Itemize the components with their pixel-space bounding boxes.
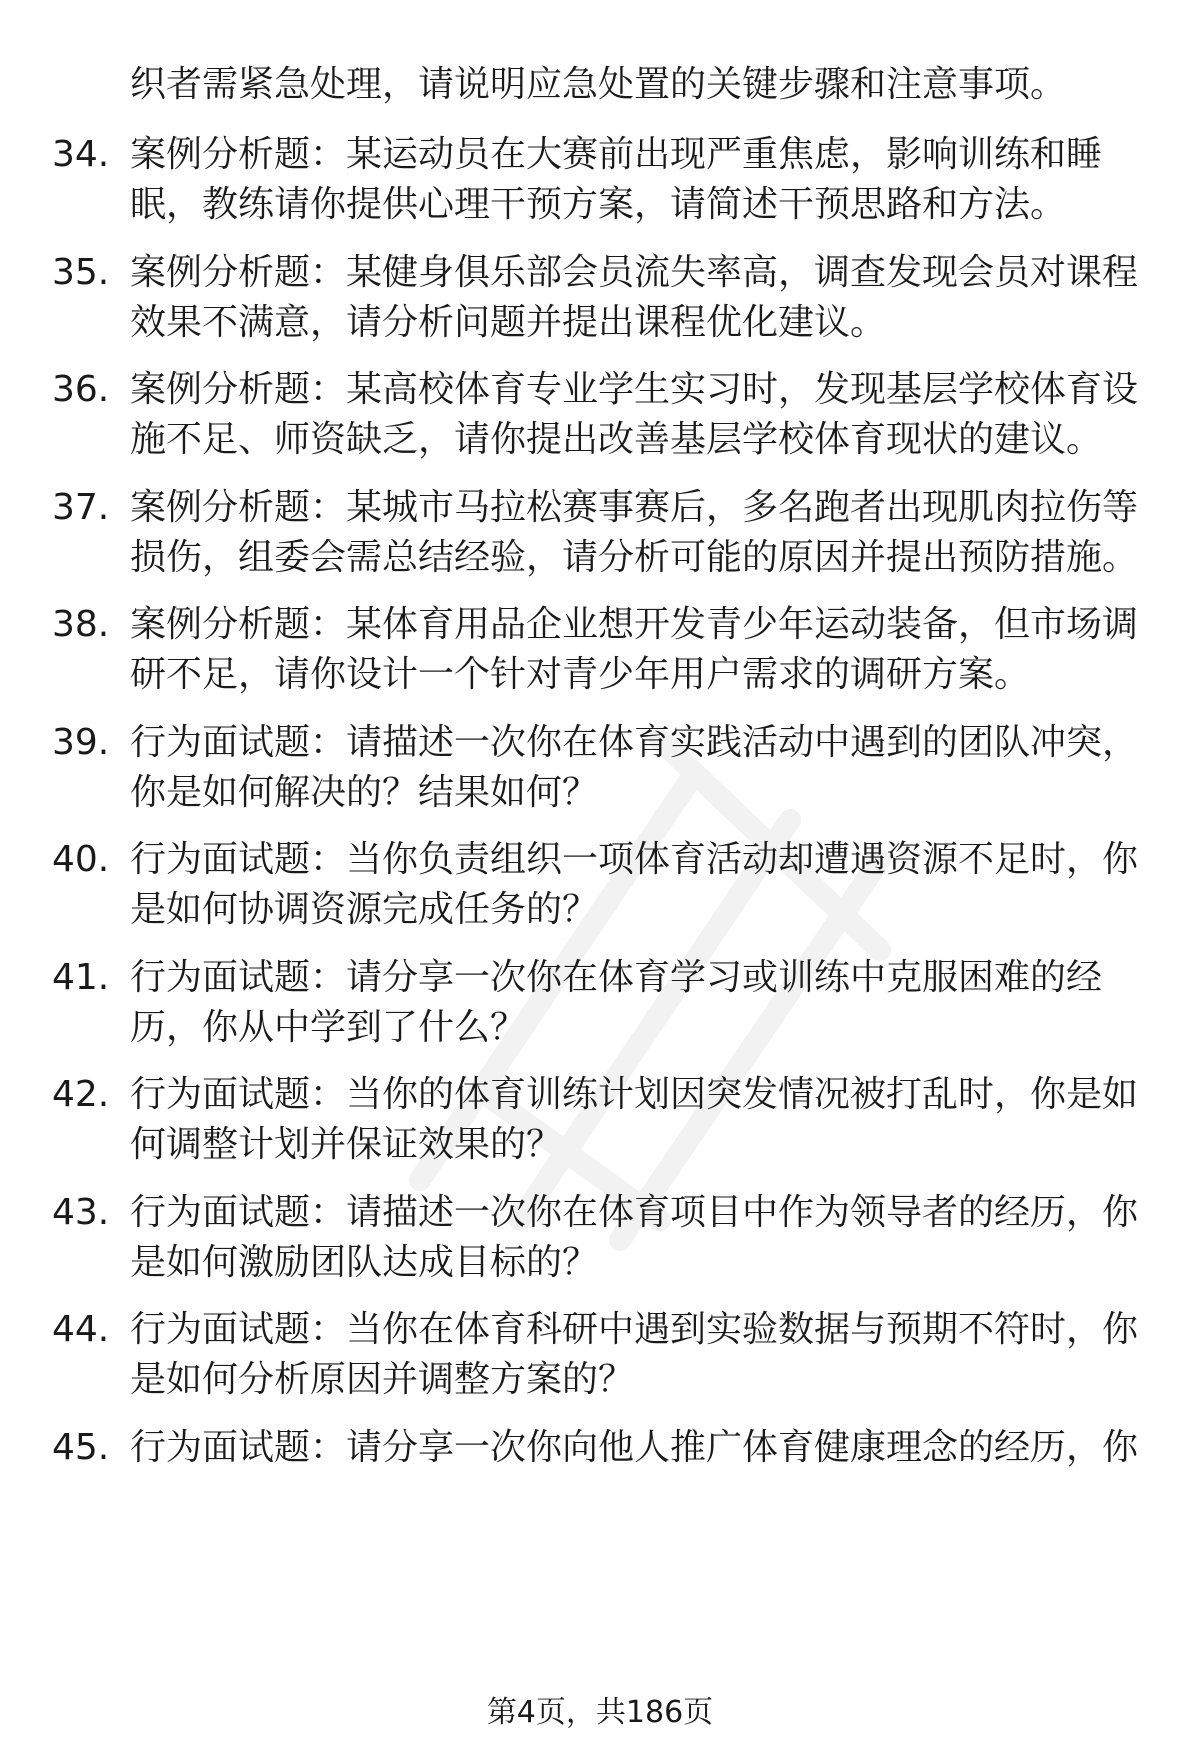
question-number: 44. [52,1309,110,1350]
list-item [0,953,1200,1053]
list-item [0,1070,1200,1170]
question-text: 案例分析题：某健身俱乐部会员流失率高，调查发现会员对课程效果不满意，请分析问题并提出课程优化建议。 [130,252,1139,343]
question-number: 43. [52,1192,110,1233]
question-number: 45. [52,1427,110,1468]
question-text: 行为面试题：请分享一次你在体育学习或训练中克服困难的经历，你从中学到了什么？ [130,957,1103,1048]
question-number: 42. [52,1074,110,1115]
question-number: 39. [52,722,110,763]
question-text: 行为面试题：请分享一次你向他人推广体育健康理念的经历，你 [130,1427,1139,1468]
list-item [0,1423,1200,1473]
list-item [0,835,1200,935]
question-number: 35. [52,252,110,293]
list-item [0,1305,1200,1405]
continuation-text: 织者需紧急处理，请说明应急处置的关键步骤和注意事项。 [130,64,1067,105]
question-number: 36. [52,369,110,410]
question-text: 案例分析题：某高校体育专业学生实习时，发现基层学校体育设施不足、师资缺乏，请你提出改善基层学校体育现状的建议。 [130,369,1139,460]
page-footer: 第4页，共186页 [486,1695,714,1730]
list-item [0,483,1200,583]
question-number: 34. [52,134,110,175]
question-number: 40. [52,839,110,880]
list-item [0,718,1200,818]
question-text: 行为面试题：请描述一次你在体育项目中作为领导者的经历，你是如何激励团队达成目标的？ [130,1192,1139,1283]
question-text: 案例分析题：某城市马拉松赛事赛后，多名跑者出现肌肉拉伤等损伤，组委会需总结经验，请分析可能的原因并提出预防措施。 [130,487,1139,578]
question-text: 行为面试题：当你在体育科研中遇到实验数据与预期不符时，你是如何分析原因并调整方案的？ [130,1309,1139,1400]
list-item [0,130,1200,230]
question-text: 案例分析题：某体育用品企业想开发青少年运动装备，但市场调研不足，请你设计一个针对青少年用户需求的调研方案。 [130,604,1139,695]
question-text: 行为面试题：当你的体育训练计划因突发情况被打乱时，你是如何调整计划并保证效果的？ [130,1074,1139,1165]
question-text: 行为面试题：请描述一次你在体育实践活动中遇到的团队冲突，你是如何解决的？结果如何？ [130,722,1139,813]
question-number: 37. [52,487,110,528]
question-number: 41. [52,957,110,998]
list-item [0,1188,1200,1288]
question-number: 38. [52,604,110,645]
question-text: 行为面试题：当你负责组织一项体育活动却遭遇资源不足时，你是如何协调资源完成任务的？ [130,839,1139,930]
question-text: 案例分析题：某运动员在大赛前出现严重焦虑，影响训练和睡眠，教练请你提供心理干预方案，请简述干预思路和方法。 [130,134,1103,225]
list-item [0,600,1200,700]
list-item [0,248,1200,348]
list-item [0,365,1200,465]
